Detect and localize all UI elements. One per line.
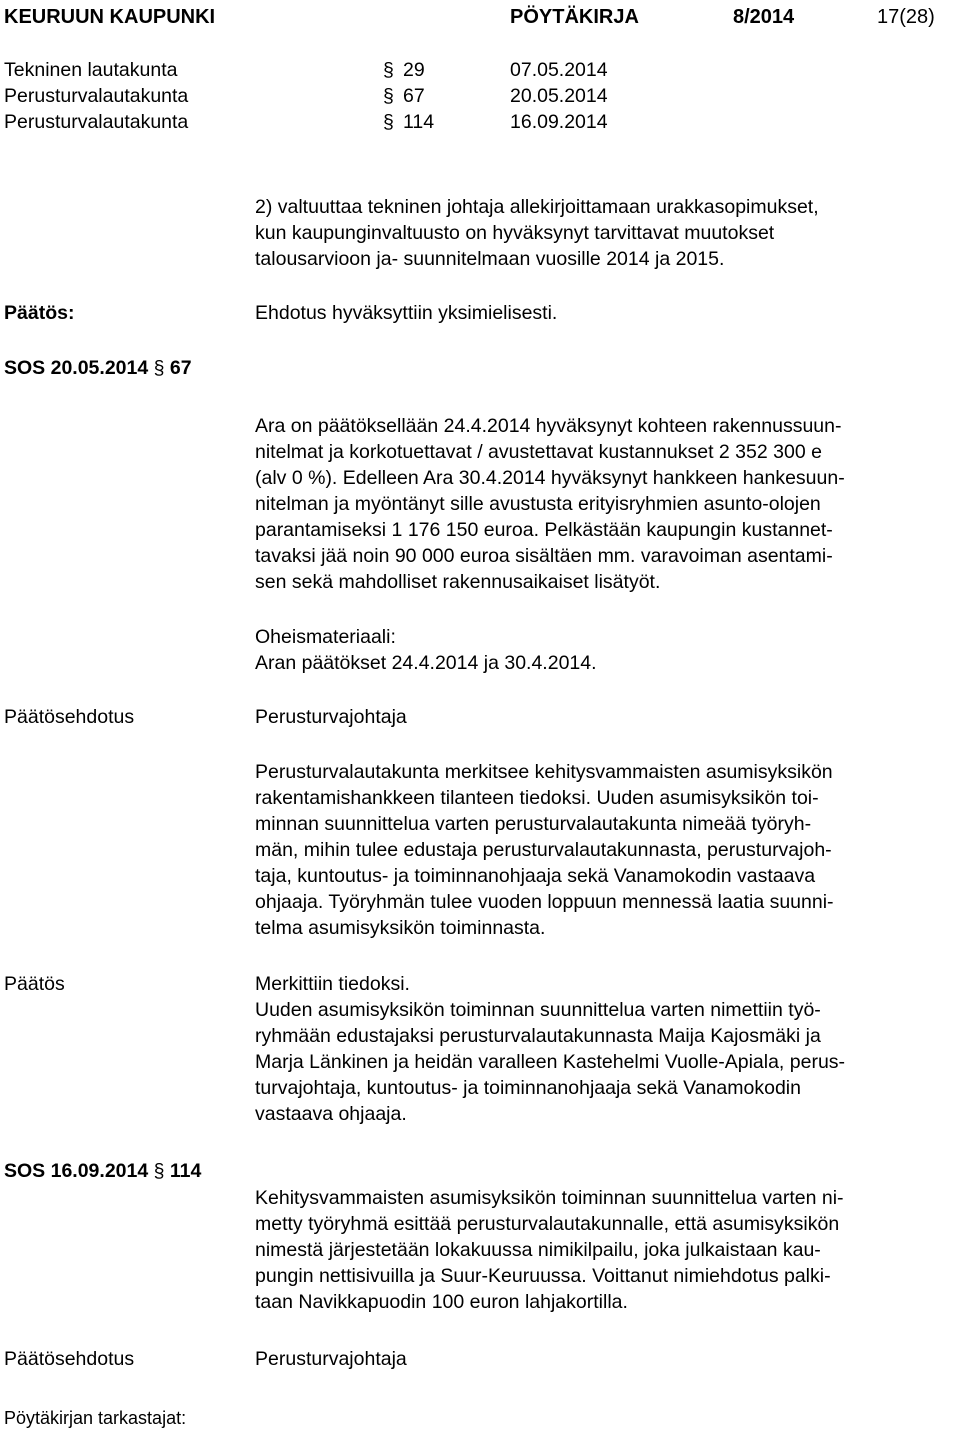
section-sign-icon: § (153, 1160, 165, 1182)
text-line: talousarvioon ja- suunnitelmaan vuosille 2014 ja 2015. (255, 248, 725, 270)
text-line: pungin nettisivuilla ja Suur-Keuruussa. Voittanut nimiehdotus palki- (255, 1265, 831, 1287)
meeting-date: 16.09.2014 (510, 111, 608, 133)
proposal-label: Päätösehdotus (4, 1348, 135, 1370)
text-line: turvajohtaja, kuntoutus- ja toiminnanohjaaja sekä Vanamokodin (255, 1077, 801, 1099)
decision-label: Päätös: (4, 302, 75, 324)
decision-text: Ehdotus hyväksyttiin yksimielisesti. (255, 302, 558, 324)
text-line: taan Navikkapuodin 100 euron lahjakortilla. (255, 1291, 628, 1313)
meeting-body: Perusturvalautakunta (4, 111, 189, 133)
text-line: Marja Länkinen ja heidän varalleen Kastehelmi Vuolle-Apiala, perus- (255, 1051, 846, 1073)
header-doc-type: PÖYTÄKIRJA (510, 6, 639, 28)
attachment-text: Aran päätökset 24.4.2014 ja 30.4.2014. (255, 652, 597, 674)
text-line: Perusturvalautakunta merkitsee kehitysvammaisten asumisyksikön (255, 761, 833, 783)
header-page-number: 17(28) (877, 6, 935, 28)
text-line: kun kaupunginvaltuusto on hyväksynyt tarvittavat muutokset (255, 222, 775, 244)
text-line: Kehitysvammaisten asumisyksikön toiminnan suunnittelua varten ni- (255, 1187, 844, 1209)
text-line: taja, kuntoutus- ja toiminnanohjaaja sekä Vanamokodin vastaava (255, 865, 816, 887)
section-sign-icon: § (383, 59, 394, 81)
section-sign-icon: § (383, 111, 394, 133)
text-line: nitelmat ja korkotuettavat / avustettavat kustannukset 2 352 300 e (255, 441, 822, 463)
text-line: ryhmään edustajaksi perusturvalautakunnasta Maija Kajosmäki ja (255, 1025, 821, 1047)
text-line: nimestä järjestetään lokakuussa nimikilpailu, joka julkaistaan kau- (255, 1239, 821, 1261)
section-heading (4, 355, 192, 381)
proposal-by: Perusturvajohtaja (255, 1348, 407, 1370)
meeting-body: Perusturvalautakunta (4, 85, 189, 107)
text-line: sen sekä mahdolliset rakennusaikaiset lisätyöt. (255, 571, 661, 593)
meeting-date: 20.05.2014 (510, 85, 608, 107)
section-sign-icon: § (383, 85, 394, 107)
text-line: Ara on päätöksellään 24.4.2014 hyväksynyt kohteen rakennussuun- (255, 415, 842, 437)
decision-label: Päätös (4, 973, 65, 995)
proposal-text (255, 759, 955, 941)
section-heading-label: SOS 20.05.2014 (4, 357, 149, 379)
meeting-section: 114 (403, 111, 435, 133)
decision-text (255, 971, 955, 1127)
text-line: rakentamishankkeen tilanteen tiedoksi. Uuden asumisyksikön toi- (255, 787, 819, 809)
footer-reviewers-label: Pöytäkirjan tarkastajat: (4, 1408, 187, 1428)
text-line: (alv 0 %). Edelleen Ara 30.4.2014 hyväksynyt hankkeen hankesuun- (255, 467, 845, 489)
text-line: män, mihin tulee edustaja perusturvalautakunnasta, perusturvajoh- (255, 839, 832, 861)
text-line: Merkittiin tiedoksi. (255, 973, 410, 995)
text-line: vastaava ohjaaja. (255, 1103, 407, 1125)
section-body-text (255, 1185, 955, 1315)
text-line: telma asumisyksikön toiminnasta. (255, 917, 546, 939)
section-heading-number: 67 (169, 357, 192, 379)
attachment-label: Oheismateriaali: (255, 626, 396, 648)
section-sign-icon: § (153, 357, 165, 379)
proposal-by: Perusturvajohtaja (255, 706, 407, 728)
text-line: 2) valtuuttaa tekninen johtaja allekirjoittamaan urakkasopimukset, (255, 196, 819, 218)
meeting-section: 29 (403, 59, 425, 81)
text-line: Uuden asumisyksikön toiminnan suunnittelua varten nimettiin työ- (255, 999, 821, 1021)
text-line: minnan suunnittelua varten perusturvalautakunta nimeää työryh- (255, 813, 812, 835)
proposal-label: Päätösehdotus (4, 706, 135, 728)
text-line: nitelman ja myöntänyt sille avustusta erityisryhmien asunto-olojen (255, 493, 821, 515)
meeting-date: 07.05.2014 (510, 59, 608, 81)
attachment-block (255, 624, 955, 676)
text-line: ohjaaja. Työryhmän tulee vuoden loppuun mennessä laatia suunni- (255, 891, 834, 913)
section-heading-number: 114 (169, 1160, 202, 1182)
text-line: tavaksi jää noin 90 000 euroa sisältäen mm. varavoiman asentami- (255, 545, 833, 567)
section-body-text (255, 413, 955, 595)
meeting-section: 67 (403, 85, 425, 107)
section-heading-label: SOS 16.09.2014 (4, 1160, 149, 1182)
tekninen-proposal-text (255, 194, 955, 272)
header-org: KEURUUN KAUPUNKI (4, 6, 216, 28)
meeting-body: Tekninen lautakunta (4, 59, 178, 81)
section-heading (4, 1158, 201, 1184)
header-doc-number: 8/2014 (733, 6, 795, 28)
text-line: metty työryhmä esittää perusturvalautakunnalle, että asumisyksikön (255, 1213, 840, 1235)
text-line: parantamiseksi 1 176 150 euroa. Pelkästään kaupungin kustannet- (255, 519, 833, 541)
